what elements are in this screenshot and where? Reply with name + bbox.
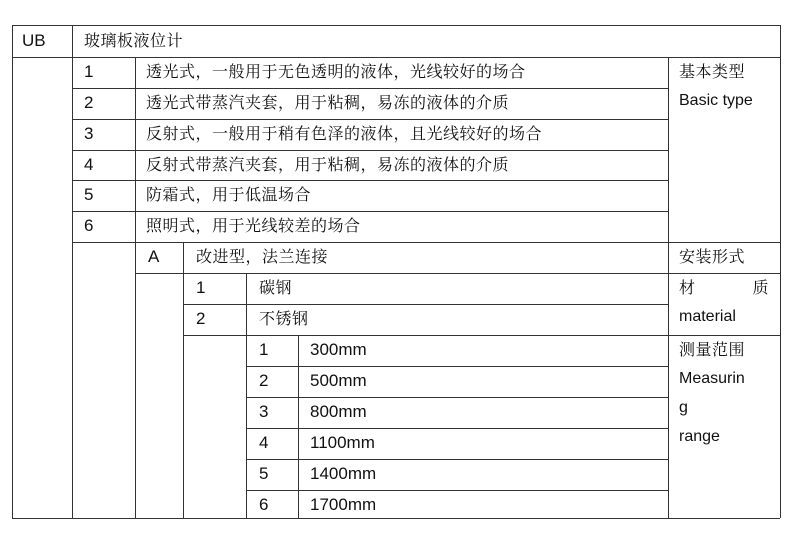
basic-type-desc: 防霜式，用于低温场合 bbox=[146, 185, 312, 204]
col-line bbox=[72, 25, 73, 518]
range-code: 2 bbox=[259, 371, 269, 390]
col-line bbox=[183, 242, 184, 518]
row-line bbox=[72, 211, 668, 212]
col-line bbox=[246, 273, 247, 518]
row-line bbox=[72, 88, 668, 89]
range-value: 300mm bbox=[310, 340, 367, 359]
material-label-zh bbox=[679, 278, 769, 298]
range-value: 1400mm bbox=[310, 464, 377, 483]
table-border-left bbox=[12, 25, 13, 518]
material-code: 1 bbox=[196, 278, 206, 297]
range-code: 4 bbox=[259, 433, 269, 452]
material-label-zh-1: 材 bbox=[679, 278, 696, 297]
spec-table bbox=[12, 25, 780, 518]
basic-type-code: 4 bbox=[84, 155, 94, 174]
basic-type-code: 6 bbox=[84, 216, 94, 235]
table-border-bottom bbox=[12, 518, 780, 519]
range-label-en-3: range bbox=[679, 428, 720, 445]
basic-type-desc: 照明式，用于光线较差的场合 bbox=[146, 216, 361, 235]
col-line bbox=[668, 57, 669, 518]
row-line bbox=[246, 397, 668, 398]
table-border-top bbox=[12, 25, 780, 26]
range-label-zh: 测量范围 bbox=[679, 340, 746, 359]
row-line bbox=[246, 459, 668, 460]
range-value: 1700mm bbox=[310, 495, 377, 514]
basic-type-desc: 透光式，一般用于无色透明的液体，光线较好的场合 bbox=[146, 62, 526, 81]
install-code: A bbox=[148, 247, 160, 266]
row-line bbox=[12, 57, 780, 58]
basic-type-code: 5 bbox=[84, 185, 94, 204]
table-border-right bbox=[780, 25, 781, 518]
row-line bbox=[246, 366, 668, 367]
basic-type-code: 3 bbox=[84, 124, 94, 143]
range-code: 3 bbox=[259, 402, 269, 421]
row-line bbox=[72, 150, 668, 151]
product-code: UB bbox=[22, 31, 46, 50]
col-line bbox=[135, 57, 136, 518]
range-code: 1 bbox=[259, 340, 269, 359]
basic-type-desc: 透光式带蒸汽夹套，用于粘稠，易冻的液体的介质 bbox=[146, 93, 510, 112]
basic-type-code: 2 bbox=[84, 93, 94, 112]
material-label-zh-2: 质 bbox=[752, 278, 769, 297]
material-label-en: material bbox=[679, 308, 736, 325]
row-line bbox=[72, 119, 668, 120]
basic-type-label-en: Basic type bbox=[679, 92, 753, 109]
row-line bbox=[246, 490, 668, 491]
install-label: 安装形式 bbox=[679, 247, 746, 266]
row-line bbox=[183, 335, 780, 336]
basic-type-code: 1 bbox=[84, 62, 94, 81]
material-desc: 碳钢 bbox=[259, 278, 293, 297]
basic-type-desc: 反射式带蒸汽夹套，用于粘稠，易冻的液体的介质 bbox=[146, 155, 510, 174]
range-label-en-2: g bbox=[679, 399, 688, 416]
install-desc: 改进型，法兰连接 bbox=[196, 247, 329, 266]
row-line bbox=[246, 428, 668, 429]
material-desc: 不锈钢 bbox=[259, 309, 309, 328]
range-value: 800mm bbox=[310, 402, 367, 421]
col-line bbox=[298, 335, 299, 518]
range-label-en-1: Measurin bbox=[679, 370, 745, 387]
range-value: 500mm bbox=[310, 371, 367, 390]
row-line bbox=[135, 273, 780, 274]
range-code: 5 bbox=[259, 464, 269, 483]
row-line bbox=[72, 242, 780, 243]
product-title: 玻璃板液位计 bbox=[84, 31, 184, 50]
basic-type-label-zh: 基本类型 bbox=[679, 62, 746, 81]
material-code: 2 bbox=[196, 309, 206, 328]
row-line bbox=[72, 180, 668, 181]
row-line bbox=[183, 304, 668, 305]
basic-type-desc: 反射式，一般用于稍有色泽的液体，且光线较好的场合 bbox=[146, 124, 543, 143]
range-code: 6 bbox=[259, 495, 269, 514]
range-value: 1100mm bbox=[310, 433, 375, 452]
